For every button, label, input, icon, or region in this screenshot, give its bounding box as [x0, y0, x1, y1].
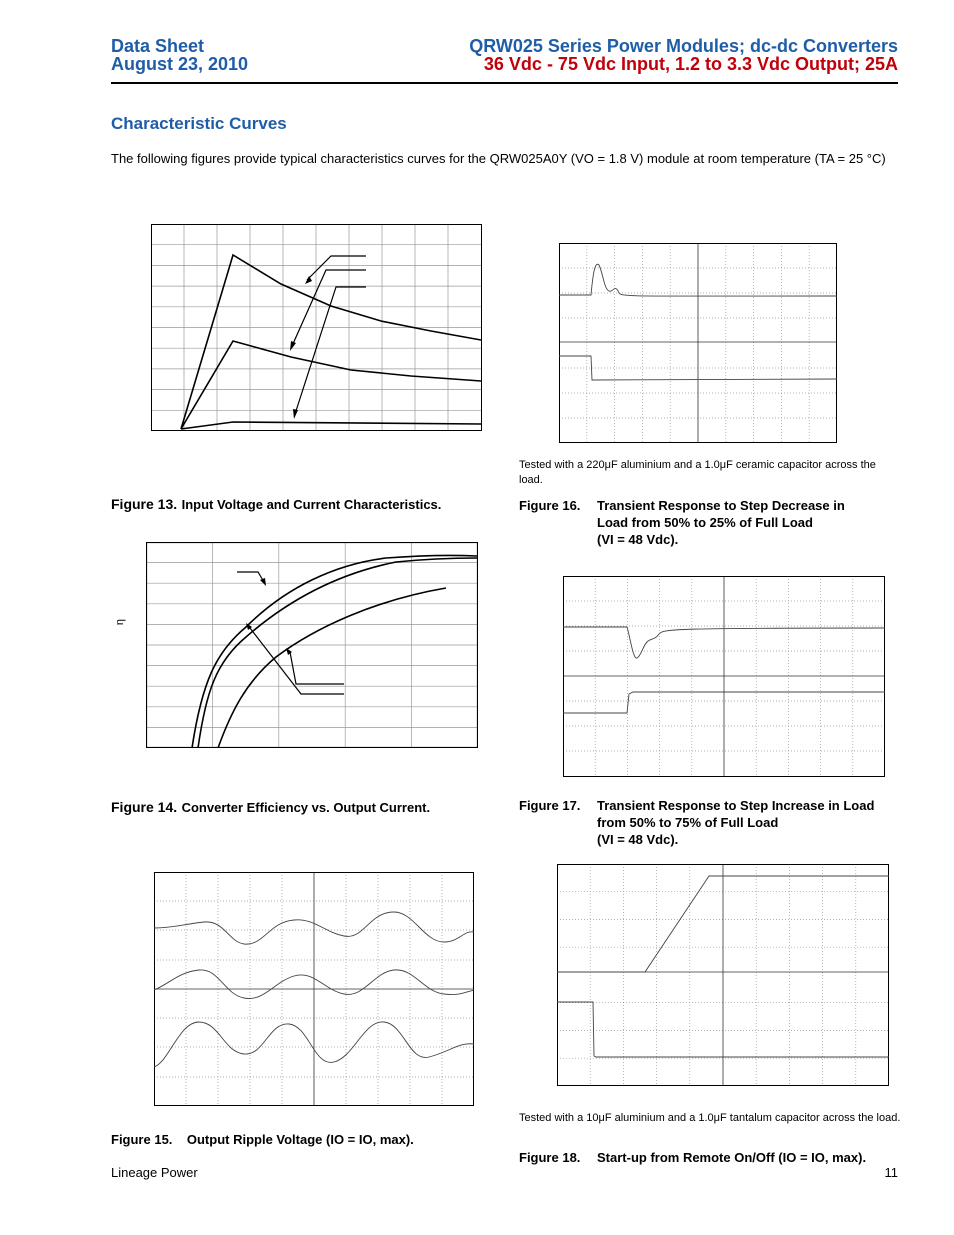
figure-16-caption-line2: Load from 50% to 25% of Full Load — [597, 515, 813, 530]
header-product-title: QRW025 Series Power Modules; dc-dc Converters — [469, 36, 898, 56]
header-rule — [111, 82, 898, 84]
header-date: August 23, 2010 — [111, 54, 249, 74]
figure-13-plot — [151, 224, 482, 431]
figure-16-caption-line1: Transient Response to Step Decrease in — [597, 498, 845, 513]
header-doc-type: Data Sheet — [111, 36, 205, 56]
figure-17-caption-line3: (VI = 48 Vdc). — [597, 832, 679, 847]
figure-14-caption-text: Converter Efficiency vs. Output Current. — [181, 800, 431, 815]
figure-16-scope — [559, 243, 837, 443]
figure-13-caption — [111, 496, 441, 514]
figure-14-label: Figure 14. — [111, 799, 178, 815]
figure-15-caption — [111, 1131, 414, 1148]
figure-17-label: Figure 17. — [519, 798, 581, 813]
figure-14-y-axis-symbol: η — [114, 618, 127, 626]
figure-18-note: Tested with a 10μF aluminium and a 1.0μF tantalum capacitor across the load. — [519, 1112, 901, 1124]
header-product-subtitle: 36 Vdc - 75 Vdc Input, 1.2 to 3.3 Vdc Output; 25A — [483, 54, 898, 74]
figure-16-label: Figure 16. — [519, 498, 581, 513]
footer-page-number: 11 — [884, 1165, 898, 1180]
figure-18-label: Figure 18. — [519, 1150, 581, 1165]
footer-company: Lineage Power — [111, 1165, 198, 1180]
figure-13-label: Figure 13. — [111, 496, 178, 512]
figure-13-caption-text: Input Voltage and Current Characteristics. — [181, 497, 442, 512]
figure-17-caption-line1: Transient Response to Step Increase in Load — [597, 798, 875, 813]
section-intro: The following figures provide typical characteristics curves for the QRW025A0Y (VO = 1.8 V) module at room temperature (TA = 25 °C) — [111, 151, 886, 166]
section-title: Characteristic Curves — [111, 114, 287, 133]
figure-16-note: Tested with a 220μF aluminium and a 1.0μF ceramic capacitor across the load. — [519, 459, 876, 486]
figure-16-caption-line3: (VI = 48 Vdc). — [597, 532, 679, 547]
figure-15-scope — [154, 872, 474, 1106]
figure-14-caption — [111, 799, 430, 817]
figure-18-caption-text: Start-up from Remote On/Off (IO = IO, max). — [597, 1150, 867, 1165]
figure-15-caption-text: Output Ripple Voltage (IO = IO, max). — [186, 1132, 414, 1147]
figure-18-scope — [557, 864, 889, 1086]
figure-14-plot — [146, 542, 478, 748]
figure-15-label: Figure 15. — [111, 1132, 173, 1147]
figure-17-scope — [563, 576, 885, 777]
figure-17-caption-line2: from 50% to 75% of Full Load — [597, 815, 779, 830]
